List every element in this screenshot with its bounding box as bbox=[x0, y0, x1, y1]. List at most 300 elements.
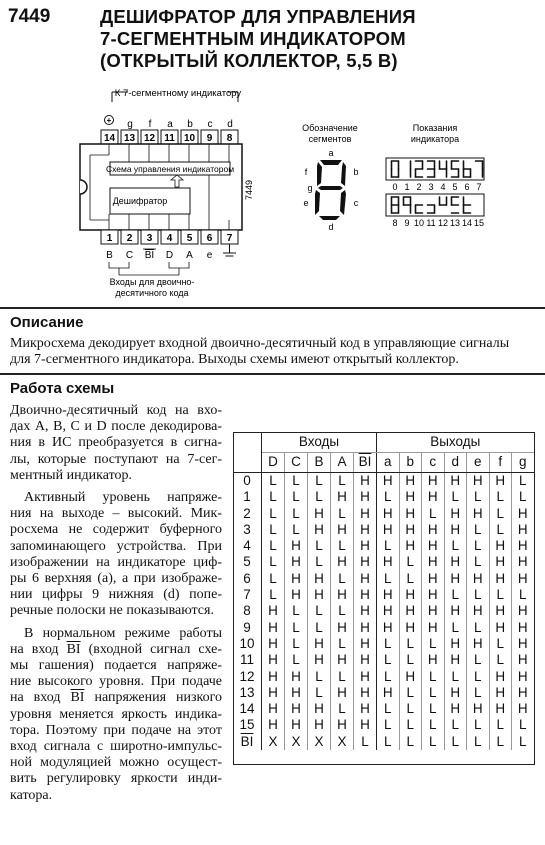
section-divider bbox=[0, 307, 545, 309]
signal-label: a bbox=[167, 119, 173, 130]
table-cell: L bbox=[308, 554, 331, 570]
table-cell: H bbox=[489, 571, 512, 587]
inputs-label: Входы для двоично- bbox=[109, 277, 195, 287]
table-cell: H bbox=[489, 685, 512, 701]
table-cell: H bbox=[512, 636, 534, 652]
segment-label: f bbox=[304, 167, 308, 177]
table-cell: L bbox=[467, 489, 490, 505]
table-cell: H bbox=[489, 603, 512, 619]
table-cell: H bbox=[354, 473, 377, 490]
table-cell: H bbox=[444, 652, 467, 668]
table-cell: L bbox=[444, 669, 467, 685]
table-cell: L bbox=[308, 489, 331, 505]
table-cell: L bbox=[285, 506, 308, 522]
table-row bbox=[233, 587, 534, 603]
table-cell: H bbox=[308, 636, 331, 652]
page-title bbox=[100, 6, 416, 72]
table-cell: L bbox=[512, 717, 534, 733]
display-number: 3 bbox=[428, 182, 434, 192]
text-line: нии цифры 9 нижняя (d) попе- bbox=[10, 587, 222, 603]
table-cell: H bbox=[268, 668, 278, 684]
pin-number: 12 bbox=[143, 133, 156, 144]
segment-label: e bbox=[303, 198, 309, 208]
table-row bbox=[233, 506, 534, 522]
table-cell: H bbox=[382, 473, 393, 488]
pin-number: 1 bbox=[106, 233, 113, 244]
table-cell: H bbox=[422, 620, 445, 636]
pin-number: 3 bbox=[146, 233, 153, 244]
section-divider bbox=[0, 373, 545, 375]
table-cell: H bbox=[308, 652, 331, 668]
table-cell: L bbox=[269, 570, 277, 586]
table-cell: H bbox=[512, 538, 534, 554]
table-cell: L bbox=[383, 538, 392, 554]
table-cell: H bbox=[354, 701, 377, 717]
table-cell: L bbox=[285, 603, 308, 619]
table-cell: L bbox=[399, 554, 422, 570]
table-cell: L bbox=[331, 473, 354, 490]
row-label: 1 bbox=[233, 489, 262, 505]
text-line: росхема не содержит буферного bbox=[10, 522, 222, 538]
table-cell: H bbox=[331, 554, 354, 570]
table-cell: L bbox=[383, 717, 392, 733]
table-cell: H bbox=[444, 603, 467, 619]
table-cell: L bbox=[489, 636, 512, 652]
table-cell: L bbox=[467, 554, 490, 570]
table-cell: L bbox=[467, 734, 490, 750]
table-cell: L bbox=[489, 489, 512, 505]
table-cell: H bbox=[422, 603, 445, 619]
table-cell: L bbox=[489, 734, 512, 750]
table-cell: L bbox=[331, 506, 354, 522]
text-line: мы гашения) подается напряже- bbox=[10, 658, 222, 674]
table-cell: L bbox=[331, 701, 354, 717]
table-cell: L bbox=[467, 669, 490, 685]
table-cell: H bbox=[489, 473, 512, 490]
table-cell: H bbox=[444, 506, 467, 522]
text-line: уровня меняется яркость индика- bbox=[10, 706, 222, 722]
table-cell: L bbox=[354, 734, 377, 750]
row-label: 10 bbox=[233, 636, 262, 652]
table-cell: H bbox=[354, 620, 377, 636]
table-cell: H bbox=[444, 473, 467, 490]
table-row bbox=[233, 473, 534, 490]
table-row bbox=[233, 538, 534, 554]
table-row bbox=[233, 489, 534, 505]
table-cell: H bbox=[382, 603, 393, 619]
table-cell: H bbox=[285, 538, 308, 554]
table-cell: H bbox=[467, 701, 490, 717]
text-span: на вход bbox=[10, 641, 67, 657]
table-cell: L bbox=[512, 473, 534, 490]
table-row bbox=[233, 734, 534, 750]
table-cell: L bbox=[269, 587, 277, 603]
table-cell: H bbox=[444, 571, 467, 587]
table-cell: H bbox=[331, 489, 354, 505]
table-cell: H bbox=[331, 717, 354, 733]
table-cell: H bbox=[382, 619, 393, 635]
description-heading: Описание bbox=[10, 314, 84, 331]
table-cell: H bbox=[422, 522, 445, 538]
display-number: 8 bbox=[392, 218, 398, 228]
table-cell: L bbox=[331, 571, 354, 587]
title-line: ДЕШИФРАТОР ДЛЯ УПРАВЛЕНИЯ bbox=[100, 6, 416, 27]
segment-label: d bbox=[328, 222, 334, 232]
table-cell: L bbox=[269, 554, 277, 570]
chip-number: 7449 bbox=[8, 6, 51, 27]
column-header: C bbox=[285, 453, 308, 473]
pinout-diagram bbox=[0, 80, 545, 305]
table-cell: H bbox=[308, 701, 331, 717]
title-line: 7-СЕГМЕНТНЫМ ИНДИКАТОРОМ bbox=[100, 28, 406, 49]
table-cell: H bbox=[512, 669, 534, 685]
table-cell: L bbox=[285, 620, 308, 636]
table-cell: H bbox=[399, 522, 422, 538]
table-cell: H bbox=[422, 554, 445, 570]
table-cell: H bbox=[444, 701, 467, 717]
pin-number: 5 bbox=[186, 233, 193, 244]
text-line: ры 6 верхняя (a), а при изображе- bbox=[10, 571, 222, 587]
outputs-group-header: Выходы bbox=[377, 432, 534, 453]
table-row bbox=[233, 652, 534, 668]
table-cell: H bbox=[354, 538, 377, 554]
table-cell: X bbox=[285, 734, 308, 750]
table-cell: L bbox=[269, 473, 277, 488]
table-cell: L bbox=[422, 685, 445, 701]
table-cell: H bbox=[467, 603, 490, 619]
table-cell: H bbox=[399, 603, 422, 619]
text-line: запоминающего устройства. При bbox=[10, 538, 222, 554]
table-cell: H bbox=[285, 701, 308, 717]
text-span: (входной сигнал схе- bbox=[80, 641, 222, 657]
table-cell: H bbox=[331, 685, 354, 701]
table-cell: H bbox=[382, 587, 393, 603]
table-cell: H bbox=[331, 587, 354, 603]
bottom-pins bbox=[101, 230, 238, 244]
text-line bbox=[10, 642, 222, 658]
input-brackets bbox=[109, 262, 189, 275]
pin-number: 7 bbox=[226, 233, 233, 244]
inputs-label: десятичного кода bbox=[115, 288, 189, 298]
signal-label: D bbox=[165, 250, 174, 261]
column-header: A bbox=[331, 453, 354, 473]
table-cell: H bbox=[512, 701, 534, 717]
signal-label: b bbox=[187, 119, 193, 130]
table-cell: L bbox=[285, 522, 308, 538]
table-cell: H bbox=[422, 538, 445, 554]
text-line: ния в ИС преобразуется в сигна- bbox=[10, 435, 222, 451]
table-cell: L bbox=[422, 734, 445, 750]
segment-label: a bbox=[328, 148, 334, 158]
table-cell: L bbox=[467, 685, 490, 701]
table-cell: L bbox=[308, 685, 331, 701]
table-cell: H bbox=[285, 717, 308, 733]
column-header-row bbox=[233, 453, 534, 473]
table-cell: L bbox=[308, 538, 331, 554]
display-number: 12 bbox=[437, 218, 449, 228]
text-line: изображении на индикаторе циф- bbox=[10, 554, 222, 570]
table-cell: H bbox=[285, 587, 308, 603]
table-cell: H bbox=[399, 587, 422, 603]
table-cell: H bbox=[422, 489, 445, 505]
table-cell: H bbox=[354, 636, 377, 652]
table-cell: L bbox=[444, 587, 467, 603]
table-corner bbox=[233, 432, 262, 453]
text-line: катора. bbox=[10, 787, 53, 803]
row-label: 3 bbox=[233, 522, 262, 538]
text-line: Микросхема декодирует входной двоично-десятичный код в управляющие сигналы bbox=[10, 336, 510, 351]
table-cell: L bbox=[285, 652, 308, 668]
text-line: ния на выходе – высокий. Мик- bbox=[10, 506, 222, 522]
table-cell: H bbox=[399, 489, 422, 505]
display-title: Показания bbox=[412, 123, 458, 133]
text-span: на вход bbox=[10, 690, 71, 706]
table-cell: H bbox=[467, 506, 490, 522]
table-cell: L bbox=[467, 620, 490, 636]
table-row bbox=[233, 603, 534, 619]
display-number: 10 bbox=[413, 218, 425, 228]
signal-label-bi: BI bbox=[144, 250, 155, 261]
display-number: 14 bbox=[461, 218, 473, 228]
table-cell: L bbox=[269, 538, 277, 554]
driver-box-label: Схема управления индикатором bbox=[105, 164, 235, 174]
table-cell: L bbox=[269, 521, 277, 537]
table-row bbox=[233, 701, 534, 717]
text-line: тора. Поэтому при подаче на этот bbox=[10, 722, 222, 738]
chip-side-label: 7449 bbox=[244, 179, 254, 201]
table-cell: H bbox=[399, 669, 422, 685]
table-cell: H bbox=[399, 538, 422, 554]
top-pins bbox=[101, 130, 238, 144]
pin-number: 11 bbox=[164, 133, 175, 144]
table-cell: H bbox=[382, 554, 393, 570]
pin-number: 8 bbox=[226, 133, 233, 144]
table-cell: H bbox=[399, 506, 422, 522]
segment-label: c bbox=[353, 198, 359, 208]
table-cell: L bbox=[399, 717, 422, 733]
signal-label: A bbox=[186, 250, 193, 261]
table-cell: H bbox=[354, 587, 377, 603]
text-line: ной модуляцией можно осущест- bbox=[10, 755, 222, 771]
column-header: g bbox=[512, 453, 534, 473]
table-cell: H bbox=[467, 571, 490, 587]
table-cell: H bbox=[467, 473, 490, 490]
signal-label: d bbox=[227, 119, 233, 130]
table-cell: H bbox=[308, 587, 331, 603]
table-row bbox=[233, 717, 534, 733]
table-cell: H bbox=[512, 620, 534, 636]
row-label: 4 bbox=[233, 538, 262, 554]
table-cell: L bbox=[512, 489, 534, 505]
text-line: В нормальном режиме работы bbox=[24, 625, 222, 641]
text-line: речные полоски не показываются. bbox=[10, 603, 214, 619]
segment-label: g bbox=[307, 183, 313, 193]
table-cell: H bbox=[382, 684, 393, 700]
table-cell: H bbox=[268, 619, 278, 635]
table-cell: L bbox=[383, 635, 392, 651]
table-cell: H bbox=[489, 538, 512, 554]
table-cell: L bbox=[285, 636, 308, 652]
pin-number: 10 bbox=[183, 133, 196, 144]
row-label: 15 bbox=[233, 717, 262, 733]
display-number: 9 bbox=[404, 218, 410, 228]
row-label: 12 bbox=[233, 669, 262, 685]
pin-number: 6 bbox=[206, 233, 213, 244]
table-cell: H bbox=[444, 522, 467, 538]
table-cell: H bbox=[422, 587, 445, 603]
table-cell: H bbox=[467, 636, 490, 652]
table-cell: L bbox=[383, 570, 392, 586]
table-cell: H bbox=[422, 652, 445, 668]
inputs-group-header: Входы bbox=[262, 432, 377, 453]
column-header: a bbox=[377, 453, 400, 473]
row-label: 5 bbox=[233, 554, 262, 570]
table-cell: H bbox=[308, 522, 331, 538]
table-cell: L bbox=[399, 734, 422, 750]
column-header: b bbox=[399, 453, 422, 473]
decoder-box-label: Дешифратор bbox=[112, 196, 168, 206]
table-cell: H bbox=[354, 506, 377, 522]
table-cell: L bbox=[399, 571, 422, 587]
table-row bbox=[233, 522, 534, 538]
segment-label: b bbox=[353, 167, 359, 177]
table-cell: H bbox=[399, 620, 422, 636]
table-cell: H bbox=[285, 669, 308, 685]
table-cell: H bbox=[382, 521, 393, 537]
pin-number: 14 bbox=[103, 133, 116, 144]
table-cell: L bbox=[331, 669, 354, 685]
table-cell: L bbox=[269, 505, 277, 521]
table-cell: H bbox=[422, 571, 445, 587]
table-cell: L bbox=[399, 636, 422, 652]
display-number: 15 bbox=[473, 218, 485, 228]
table-cell: H bbox=[331, 522, 354, 538]
table-cell: L bbox=[383, 652, 392, 668]
table-cell: L bbox=[444, 489, 467, 505]
table-cell: L bbox=[467, 587, 490, 603]
table-cell: L bbox=[383, 733, 392, 749]
text-line: для 7-сегментного индикатора. Выходы схемы имеют открытый коллектор. bbox=[10, 352, 459, 368]
display-title: индикатора bbox=[410, 134, 460, 144]
table-cell: H bbox=[489, 620, 512, 636]
table-cell: H bbox=[354, 652, 377, 668]
table-cell: H bbox=[354, 571, 377, 587]
table-cell: L bbox=[444, 734, 467, 750]
table-cell: H bbox=[512, 603, 534, 619]
pin-number: 4 bbox=[166, 233, 173, 244]
column-header: D bbox=[262, 453, 285, 473]
table-cell: H bbox=[268, 635, 278, 651]
table-row bbox=[233, 554, 534, 570]
table-cell: H bbox=[444, 636, 467, 652]
table-row bbox=[233, 636, 534, 652]
table-cell: L bbox=[383, 668, 392, 684]
table-cell: L bbox=[383, 701, 392, 717]
table-cell: L bbox=[422, 669, 445, 685]
table-cell: L bbox=[444, 538, 467, 554]
text-line: лы, которые поступают на 7-сег- bbox=[10, 451, 222, 467]
signal-label: e bbox=[206, 250, 213, 261]
ground-icon bbox=[223, 244, 236, 256]
table-cell: H bbox=[489, 701, 512, 717]
column-header: $\overline{BI}$ bbox=[354, 453, 377, 473]
table-cell: L bbox=[489, 587, 512, 603]
display-number: 5 bbox=[452, 182, 458, 192]
table-cell: H bbox=[331, 620, 354, 636]
display-number: 6 bbox=[464, 182, 470, 192]
column-header: d bbox=[444, 453, 467, 473]
table-cell: H bbox=[268, 603, 278, 619]
top-pins-label: К 7-сегментному индикатору bbox=[114, 88, 242, 99]
bi-signal: $\overline{BI}$ bbox=[66, 641, 81, 657]
table-cell: L bbox=[399, 701, 422, 717]
table-cell: H bbox=[308, 717, 331, 733]
bi-signal: $\overline{BI}$ bbox=[70, 690, 85, 706]
signal-label: c bbox=[207, 119, 213, 130]
row-label: 9 bbox=[233, 620, 262, 636]
table-cell: H bbox=[268, 717, 278, 733]
plus-symbol: + bbox=[106, 116, 112, 125]
table-cell: H bbox=[268, 701, 278, 717]
table-cell: L bbox=[422, 701, 445, 717]
table-cell: H bbox=[268, 684, 278, 700]
table-cell: H bbox=[382, 505, 393, 521]
table-cell: H bbox=[354, 554, 377, 570]
table-cell: L bbox=[399, 652, 422, 668]
table-row bbox=[233, 669, 534, 685]
table-cell: X bbox=[268, 733, 278, 749]
pin-number: 13 bbox=[123, 133, 136, 144]
table-cell: H bbox=[512, 652, 534, 668]
table-cell: H bbox=[489, 554, 512, 570]
table-cell: L bbox=[285, 473, 308, 490]
table-cell: L bbox=[489, 717, 512, 733]
table-cell: H bbox=[308, 506, 331, 522]
row-label: 6 bbox=[233, 571, 262, 587]
text-line: ментный индикатор. bbox=[10, 467, 133, 483]
signal-label: B bbox=[106, 250, 113, 261]
pin-number: 9 bbox=[206, 133, 213, 144]
column-header: c bbox=[422, 453, 445, 473]
table-cell: H bbox=[444, 554, 467, 570]
segments-title: Обозначение bbox=[302, 123, 358, 133]
table-cell: L bbox=[422, 717, 445, 733]
chip-body bbox=[80, 144, 242, 230]
table-cell: L bbox=[308, 603, 331, 619]
table-cell: L bbox=[444, 620, 467, 636]
table-cell: H bbox=[285, 685, 308, 701]
table-row bbox=[233, 620, 534, 636]
table-cell: L bbox=[512, 587, 534, 603]
text-line: Активный уровень напряже- bbox=[24, 490, 222, 506]
table-cell: H bbox=[331, 652, 354, 668]
display-number: 13 bbox=[449, 218, 461, 228]
table-cell: L bbox=[489, 652, 512, 668]
table-cell: L bbox=[308, 473, 331, 490]
signal-label: f bbox=[148, 119, 152, 130]
table-cell: L bbox=[444, 717, 467, 733]
operation-text bbox=[10, 403, 222, 804]
text-line: Двоично-десятичный код на вхо- bbox=[10, 403, 222, 418]
row-label: 14 bbox=[233, 701, 262, 717]
seven-segment-icon bbox=[315, 160, 346, 220]
truth-table bbox=[233, 432, 534, 750]
table-cell: H bbox=[399, 473, 422, 490]
table-cell: H bbox=[354, 522, 377, 538]
text-line bbox=[10, 690, 222, 706]
column-header: B bbox=[308, 453, 331, 473]
table-cell: L bbox=[489, 506, 512, 522]
